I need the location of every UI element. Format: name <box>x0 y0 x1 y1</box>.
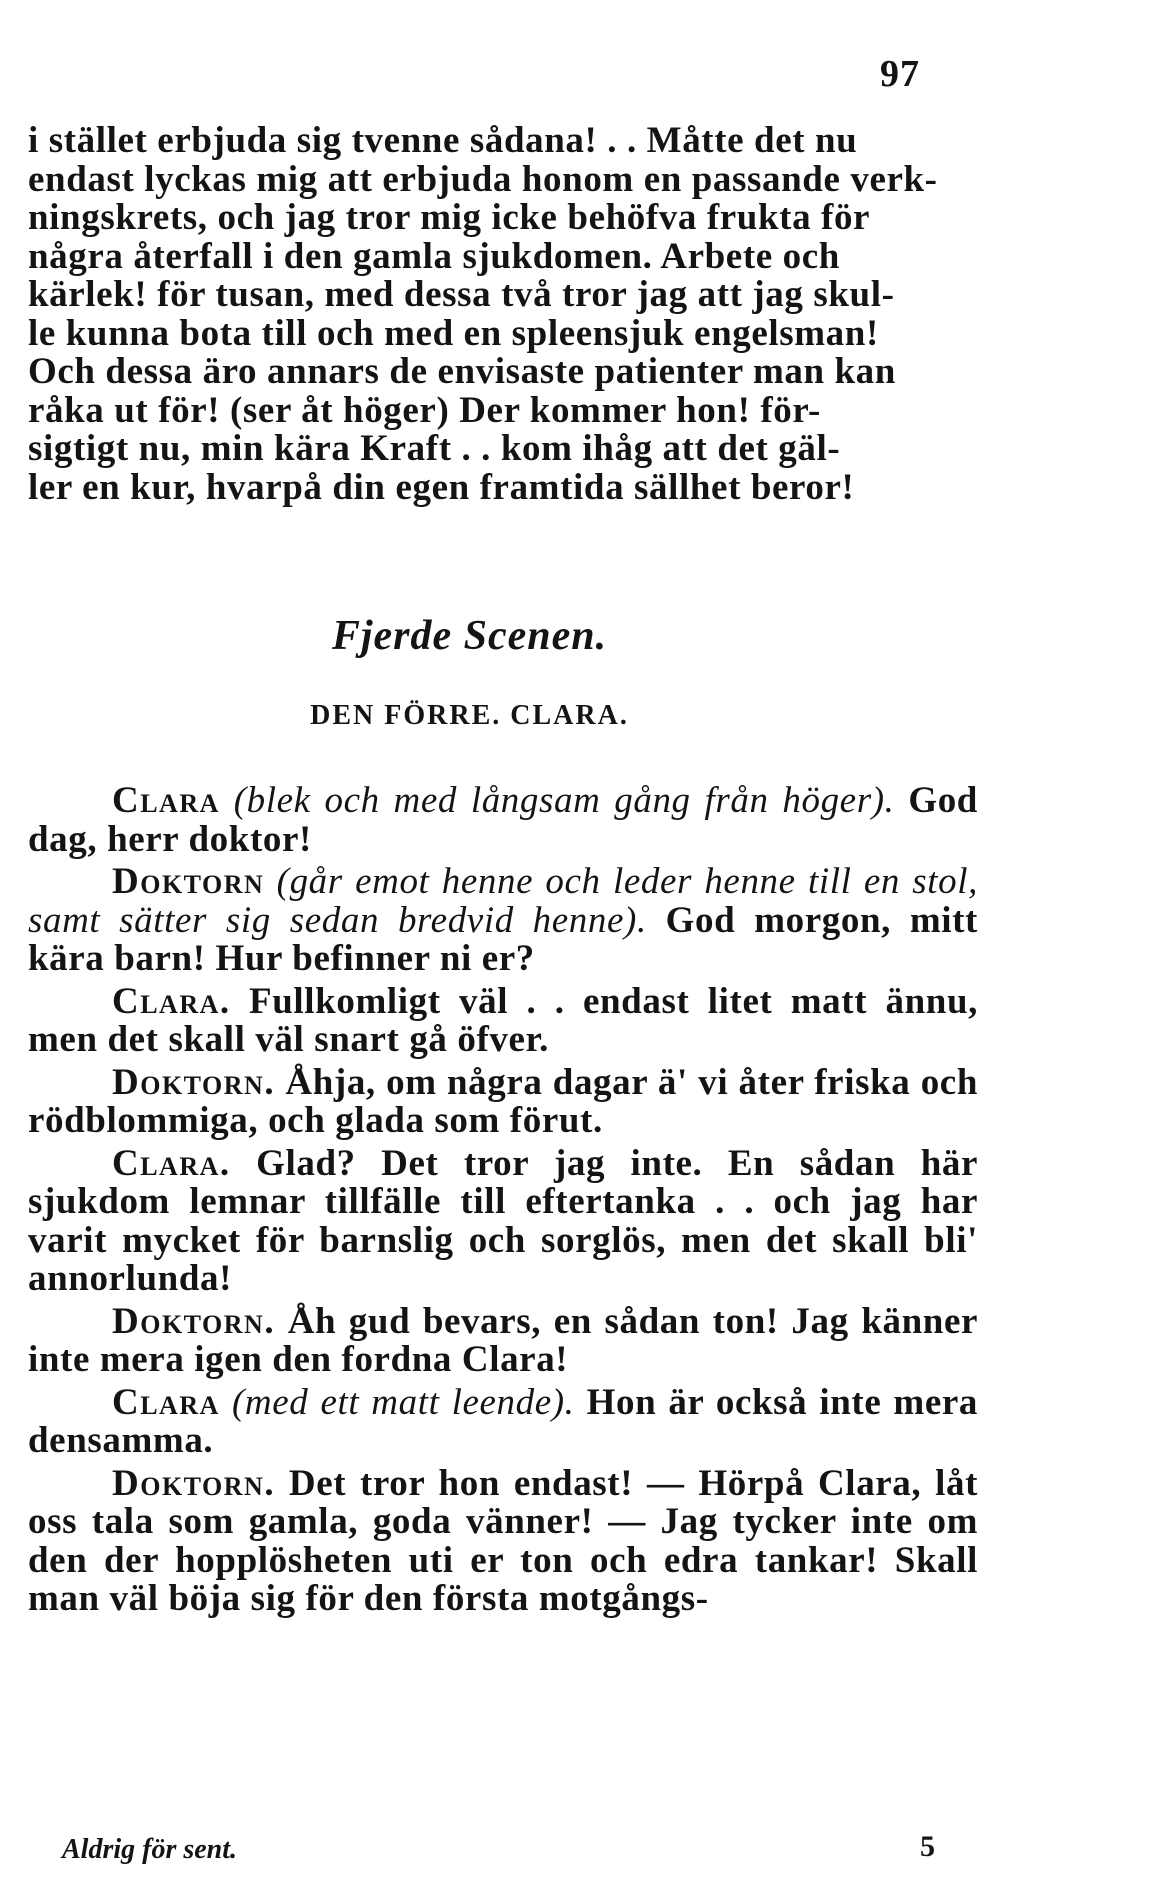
intro-monologue <box>28 122 978 507</box>
speaker-name: Clara <box>112 780 220 821</box>
scene-title: Fjerde Scenen. <box>331 613 608 659</box>
speaker-name: Clara <box>112 1381 220 1423</box>
footer-signature: Aldrig för sent. <box>62 1834 238 1865</box>
dialogue-block <box>28 782 978 1623</box>
text-line: endast lyckas mig att erbjuda honom en passande verk- <box>28 158 938 200</box>
dialogue-text: Åh gud bevars, en sådan ton! Jag känner inte mera igen den fordna Clara! <box>28 1300 978 1380</box>
dialogue-text: Hon är också inte mera densamma. <box>28 1381 979 1461</box>
dialogue-paragraph <box>28 980 978 1060</box>
stage-direction: (blek och med långsam gång från höger). <box>233 780 895 821</box>
dialogue-paragraph <box>28 1061 978 1141</box>
scene-heading <box>0 612 1169 660</box>
text-line: råka ut för! (ser åt höger) Der kommer hon! för- <box>28 389 821 431</box>
speaker-name: Doktorn <box>112 861 265 902</box>
dialogue-text: Det tror hon endast! — Hörpå Clara, låt oss tala som gamla, goda vänner! — Jag tycker inte om den der hopplösheten uti er ton och edra tankar! Skall man väl böja sig för den första motgångs- <box>28 1462 978 1619</box>
speaker-name: Doktorn. <box>112 1300 276 1342</box>
dialogue-paragraph <box>28 1300 978 1380</box>
stage-direction: (med ett matt leende). <box>232 1381 575 1423</box>
scene-characters-line <box>0 700 1169 732</box>
text-line: kärlek! för tusan, med dessa två tror jag att jag skul- <box>28 274 895 315</box>
page-number: 97 <box>880 53 920 95</box>
dialogue-text: Glad? Det tror jag inte. En sådan här sjukdom lemnar tillfälle till eftertanka . . och jag har varit mycket för barnslig och sorglös, men det skall bli' annorlunda! <box>28 1142 978 1299</box>
stage-direction: (går emot henne och leder henne till en stol, samt sätter sig sedan bredvid henne). <box>28 861 978 941</box>
dialogue-paragraph <box>28 782 978 859</box>
text-line: i stället erbjuda sig tvenne sådana! . . Måtte det nu <box>28 120 858 161</box>
dialogue-text: Fullkomligt väl . . endast litet matt ännu, men det skall väl snart gå öfver. <box>28 980 978 1060</box>
text-line: le kunna bota till och med en spleensjuk engelsman! <box>28 312 879 354</box>
dialogue-paragraph <box>28 1142 978 1299</box>
text-line: ningskrets, och jag tror mig icke behöfva frukta för <box>28 197 871 238</box>
speaker-name: Doktorn. <box>112 1462 276 1504</box>
speaker-name: Doktorn. <box>112 1061 276 1103</box>
speaker-name: Clara. <box>112 1142 231 1184</box>
dialogue-paragraph <box>28 1381 979 1461</box>
dialogue-paragraph <box>28 1462 978 1619</box>
text-line: några återfall i den gamla sjukdomen. Arbete och <box>28 235 840 277</box>
dialogue-paragraph <box>28 863 978 979</box>
footer-sheet-number: 5 <box>920 1830 935 1863</box>
dialogue-text: God dag, herr doktor! <box>28 780 978 860</box>
speaker-name: Clara. <box>112 980 231 1022</box>
dialogue-text: Åhja, om några dagar ä' vi åter friska och rödblommiga, och glada som förut. <box>28 1061 978 1141</box>
text-line: sigtigt nu, min kära Kraft . . kom ihåg att det gäl- <box>28 428 841 469</box>
text-line: Och dessa äro annars de envisaste patienter man kan <box>28 351 896 392</box>
scene-characters: DEN FÖRRE. CLARA. <box>310 700 629 731</box>
text-line: ler en kur, hvarpå din egen framtida sällhet beror! <box>28 466 855 508</box>
dialogue-text: God morgon, mitt kära barn! Hur befinner ni er? <box>28 899 978 979</box>
